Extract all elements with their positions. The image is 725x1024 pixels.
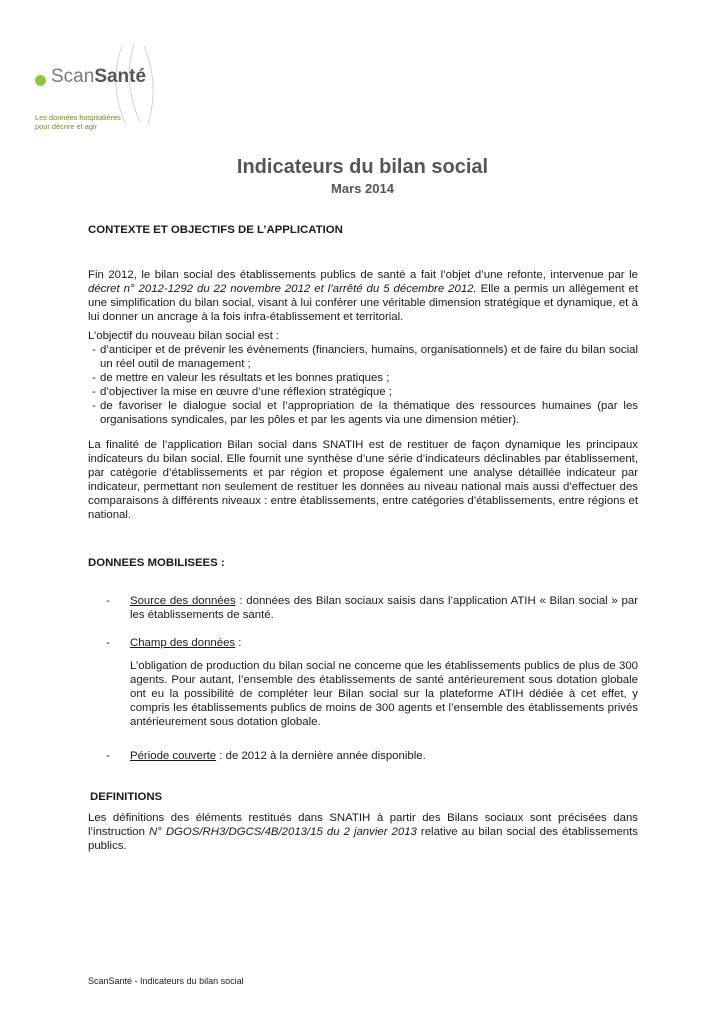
page-footer: ScanSanté - Indicateurs du bilan social	[88, 976, 244, 986]
list-item: - d’objectiver la mise en œuvre d’une réflexion stratégique ;	[88, 385, 638, 399]
list-item: - de favoriser le dialogue social et l’appropriation de la thématique des ressources humaines (par les organisations syndicales, par les pôles et par les agents via une dimension métier).	[88, 399, 638, 427]
document-date: Mars 2014	[331, 181, 394, 196]
section-heading-data: DONNEES MOBILISEES :	[88, 557, 225, 569]
objectives-intro: L’objectif du nouveau bilan social est :	[88, 330, 280, 342]
section-heading-definitions: DEFINITIONS	[90, 791, 163, 803]
period-text: : de 2012 à la dernière année disponible.	[216, 750, 426, 762]
logo-brand-scan: Scan	[51, 66, 95, 87]
list-item: - de mettre en valeur les résultats et les bonnes pratiques ;	[88, 371, 638, 385]
logo-brand-sante: Santé	[94, 66, 147, 87]
instruction-reference: N° DGOS/RH3/DGCS/4B/2013/15 du 2 janvier 2013	[149, 826, 417, 838]
logo-tagline-line2: pour décrire et agir	[35, 122, 98, 131]
scansante-logo	[30, 40, 160, 135]
logo-tagline-line1: Les données hospitalières	[35, 113, 121, 122]
logo-dot-icon	[35, 75, 46, 86]
definitions-text-b: relative au bilan social des établissements publics.	[88, 826, 638, 852]
list-item: - d’anticiper et de prévenir les évènements (financiers, humains, organisationnels) et de faire du bilan social un réel outil de management ;	[88, 343, 638, 371]
context-text-a: Fin 2012, le bilan social des établissements publics de santé a fait l’objet d’une refonte, intervenue par le	[88, 269, 638, 281]
scope-suffix: :	[235, 637, 242, 649]
scope-label: Champ des données	[130, 637, 236, 649]
scope-text: L’obligation de production du bilan social ne concerne que les établissements publics de plus de 300 agents. Pour autant, l’ensemble des établissements de santé antérieurement sous dotation globale ont eu la possibilité de compléter leur Bilan social sur la plateforme ATIH dédiée à cet effet, y compris les établissements publics de moins de 300 agents et l’ensemble des établissements privés antérieurement sous dotation globale.	[130, 660, 638, 728]
section-heading-context: CONTEXTE ET OBJECTIFS DE L’APPLICATION	[88, 224, 343, 236]
purpose-paragraph: La finalité de l’application Bilan social dans SNATIH est de restituer de façon dynamique les principaux indicateurs du bilan social. Elle fournit une synthèse d’une série d’indicateurs déclinables par établissement, par catégorie d’établissements et par région et propose également une analyse détaillée indicateur par indicateur, permettant non seulement de restituer les données au niveau national mais aussi d’effectuer des comparaisons à différents niveaux : entre établissements, entre catégories d’établissements, entre régions et national.	[88, 439, 638, 521]
source-text: : données des Bilan sociaux saisis dans l’application ATIH « Bilan social » par les établissements de santé.	[130, 595, 638, 621]
decree-reference: décret n° 2012-1292 du 22 novembre 2012 et l’arrêté du 5 décembre 2012.	[88, 283, 477, 295]
source-label: Source des données	[130, 595, 236, 607]
logo-wordmark	[51, 66, 146, 88]
context-text-b: Elle a permis un allègement et une simplification du bilan social, visant à lui conférer une véritable dimension stratégique et dynamique, et à lui donner un ancrage à la fois infra-établissement et territorial.	[88, 283, 638, 323]
context-paragraph	[88, 268, 638, 324]
document-body	[88, 223, 638, 853]
document-title: Indicateurs du bilan social	[236, 156, 489, 178]
definitions-text-a: Les définitions des éléments restitués dans SNATIH à partir des Bilans sociaux sont précisées dans l’instruction	[88, 812, 638, 838]
data-item-period: - Période couverte : de 2012 à la dernière année disponible.	[106, 750, 426, 762]
data-item-scope: - Champ des données : L’obligation de production du bilan social ne concerne que les établissements publics de plus de 300 agents. Pour autant, l’ensemble des établissements de santé antérieurement sous dotation globale ont eu la possibilité de compléter leur Bilan social sur la plateforme ATIH dédiée à cet effet, y compris les établissements publics de moins de 300 agents et l’ensemble des établissements privés antérieurement sous dotation globale.	[106, 637, 638, 728]
logo-tagline	[35, 113, 121, 131]
definitions-paragraph	[88, 811, 638, 853]
data-item-source: - Source des données : données des Bilan sociaux saisis dans l’application ATIH « Bilan social » par les établissements de santé.	[106, 595, 638, 621]
objectives-list	[88, 343, 638, 427]
period-label: Période couverte	[130, 750, 217, 762]
